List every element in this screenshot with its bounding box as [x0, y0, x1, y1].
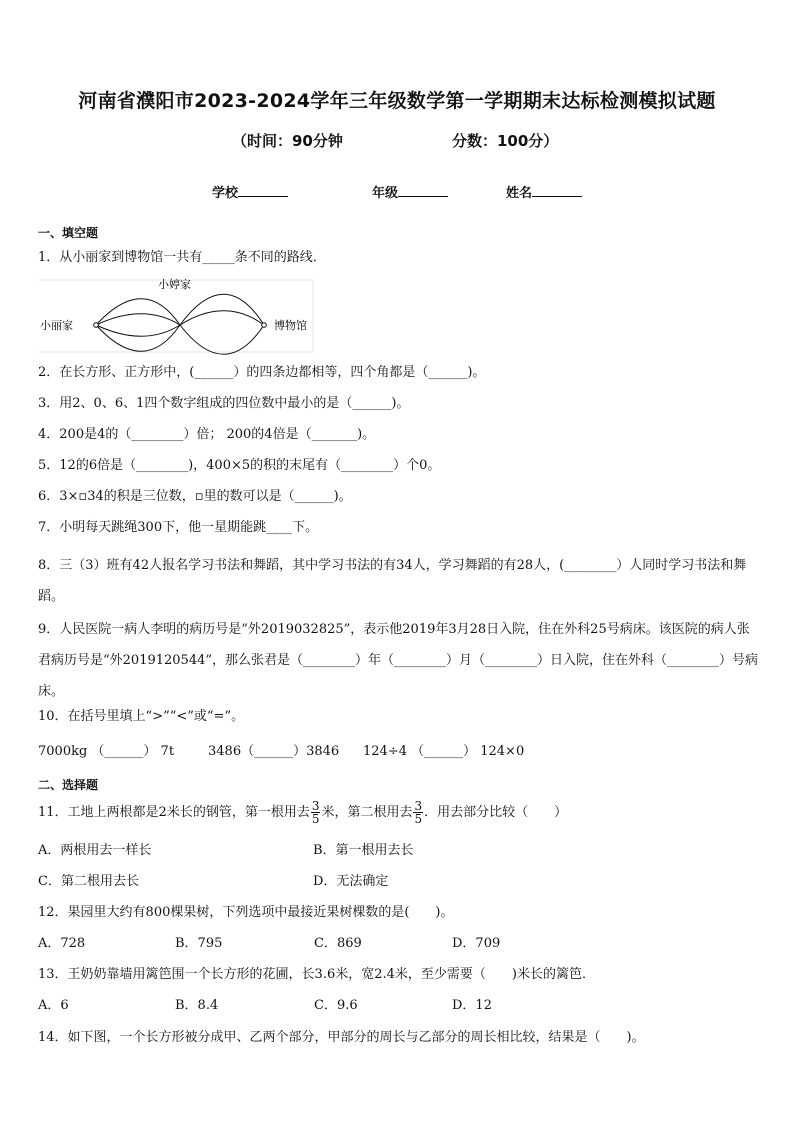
question-5: 5．12的6倍是（________)，400×5的积的末尾有（________）个0。 — [38, 458, 441, 473]
question-13: 13．王奶奶靠墙用篱笆围一个长方形的花圃，长3.6米，宽2.4米，至少需要（ )米长的篱笆． — [38, 967, 595, 982]
q13-option-a[interactable]: A．6 — [38, 998, 69, 1013]
start-point-icon — [94, 323, 99, 328]
question-10-items — [38, 743, 760, 761]
route-diagram — [38, 276, 314, 356]
q12-options — [38, 935, 760, 953]
name-label: 姓名 — [506, 186, 533, 201]
question-11 — [38, 798, 567, 828]
q11-option-a[interactable]: A．两根用去一样长 — [38, 843, 152, 858]
name-field[interactable] — [506, 182, 582, 201]
q13-option-c[interactable]: C．9.6 — [314, 998, 358, 1013]
question-8: 8．三（3）班有42人报名学习书法和舞蹈，其中学习书法的有34人，学习舞蹈的有28人，(________）人同时学习书法和舞蹈。 — [38, 558, 747, 604]
exam-time: （时间：90分钟 — [232, 132, 343, 150]
q12-option-b[interactable]: B．795 — [175, 936, 223, 951]
compare-item-1: 7000kg （______） 7t — [38, 744, 175, 759]
question-3: 3．用2、0、6、1四个数字组成的四位数中最小的是（______)。 — [38, 396, 410, 411]
student-info — [0, 182, 794, 202]
q13-options — [38, 997, 760, 1015]
label-xiaoting-home: 小婷家 — [158, 278, 191, 291]
q11-option-d[interactable]: D．无法确定 — [313, 874, 389, 889]
exam-score: 分数：100分） — [452, 132, 559, 150]
question-14: 14．如下图，一个长方形被分成甲、乙两个部分，甲部分的周长与乙部分的周长相比较，结果是（ )。 — [38, 1030, 645, 1045]
question-9: 9．人民医院一病人李明的病历号是“外2019032825”，表示他2019年3月28日入院，住在外科25号病床。该医院的病人张君病历号是“外2019120544”，那么张君是（________）年（________）月（________）日入院，住在外科（________）号病床。 — [38, 622, 759, 699]
q11-suffix: ．用去部分比较（ ） — [424, 805, 568, 820]
compare-item-2: 3486（______）3846 — [208, 744, 340, 759]
subtitle — [0, 130, 794, 152]
question-6: 6．3×▫34的积是三位数，▫里的数可以是（______)。 — [38, 489, 352, 504]
label-museum: 博物馆 — [274, 319, 307, 332]
question-10: 10．在括号里填上“>”“<”或“=”。 — [38, 709, 245, 724]
q12-option-d[interactable]: D．709 — [452, 936, 501, 951]
question-1: 1．从小丽家到博物馆一共有_____条不同的路线． — [38, 250, 326, 265]
compare-item-3: 124÷4 （______） 124×0 — [363, 744, 525, 759]
school-label: 学校 — [212, 186, 239, 201]
grade-field[interactable] — [372, 182, 448, 201]
section-heading-fill: 一、填空题 — [38, 226, 99, 240]
question-2: 2．在长方形、正方形中，(______）的四条边都相等，四个角都是（______)。 — [38, 365, 486, 380]
q11-prefix: 11．工地上两根都是2米长的钢管，第一根用去 — [38, 805, 310, 820]
fraction-2: $\frac{3}{5}$ — [414, 799, 423, 826]
route-diagram-svg — [38, 276, 314, 356]
fraction-1: $\frac{3}{5}$ — [311, 799, 320, 826]
q12-option-a[interactable]: A．728 — [38, 936, 86, 951]
q11-mid: 米，第二根用去 — [321, 805, 413, 820]
grade-label: 年级 — [372, 186, 399, 201]
q11-options-row-1 — [38, 842, 760, 860]
q11-option-c[interactable]: C．第二根用去长 — [38, 874, 139, 889]
q12-option-c[interactable]: C．869 — [314, 936, 362, 951]
q13-option-d[interactable]: D．12 — [452, 998, 492, 1013]
question-4: 4．200是4的（________）倍； 200的4倍是（_______)。 — [38, 427, 376, 442]
q11-option-b[interactable]: B．第一根用去长 — [313, 843, 414, 858]
label-xiaoli-home: 小丽家 — [40, 319, 73, 332]
end-point-icon — [262, 323, 267, 328]
school-field[interactable] — [212, 182, 288, 201]
section-heading-choice: 二、选择题 — [38, 778, 99, 792]
question-7: 7．小明每天跳绳300下，他一星期能跳____下。 — [38, 520, 319, 535]
q11-options-row-2 — [38, 873, 760, 891]
q13-option-b[interactable]: B．8.4 — [175, 998, 219, 1013]
page-title: 河南省濮阳市2023-2024学年三年级数学第一学期期末达标检测模拟试题 — [78, 90, 716, 112]
question-12: 12．果园里大约有800棵果树，下列选项中最接近果树棵数的是( )。 — [38, 905, 454, 920]
